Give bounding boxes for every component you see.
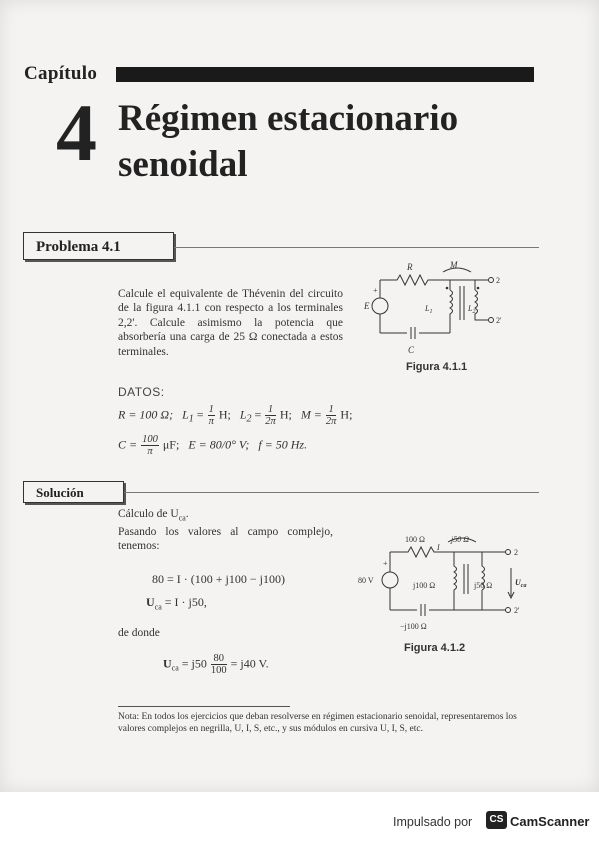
- solution-eq2: $U_{ca} = I \cdot j50$,: [146, 595, 207, 612]
- fig2-plus: +: [383, 559, 388, 568]
- fig1-label-R: R: [407, 262, 413, 272]
- figure-4-1-2-circuit: [350, 528, 530, 638]
- fig1-terminal-2p: 2': [496, 316, 502, 325]
- fig2-label-src: 80 V: [358, 576, 374, 585]
- fig2-label-uca: U: [515, 578, 521, 587]
- camscanner-logo-icon: CS: [486, 811, 507, 829]
- datos-line-1: R = 100 Ω; $L_1$ = $\frac{1}{\pi}$ H; $L_2$ = $\frac{1}{2\pi}$ H; M = $\frac{1}{2\pi}$ H;: [118, 404, 353, 427]
- datos-R: R = 100 Ω;: [118, 407, 174, 422]
- problem-label: Problema 4.1: [36, 239, 121, 255]
- fig2-label-i: I: [437, 543, 440, 552]
- fig2-terminal-2p: 2': [514, 606, 520, 615]
- fig1-label-M: M: [450, 260, 458, 270]
- camscanner-brand: CamScanner: [510, 814, 590, 829]
- solution-rule: [124, 492, 539, 493]
- problem-rule: [174, 247, 539, 248]
- datos-line-2: C = $\frac{100}{\pi}$ μF; E = 80/0° V; f = 50 Hz.: [118, 434, 308, 457]
- problem-label-box: [23, 232, 174, 260]
- problem-statement: Calcule el equivalente de Thévenin del circuito de la figura 4.1.1 con respecto a los terminales 2,2'. Calcule asimismo la potencia que absorbería una carga de 25 Ω conectada a estos terminales.: [118, 288, 343, 358]
- fig1-label-L2-sub: 2: [472, 309, 476, 315]
- footnote-rule: [118, 706, 290, 707]
- powered-by-text: Impulsado por: [393, 815, 473, 829]
- fig2-label-xl1: j100 Ω: [413, 581, 436, 590]
- solution-label-box: [23, 481, 124, 503]
- fig2-label-uca-sub: ca: [520, 583, 527, 589]
- svg-text:Uca: [515, 578, 526, 589]
- fig2-label-xc: −j100 Ω: [400, 622, 427, 631]
- chapter-bar: [116, 67, 534, 82]
- footnote: Nota: En todos los ejercicios que deban resolverse en régimen estacionario senoidal, representaremos los valores complejos en negrilla, U, I, S, etc., y sus módulos en cursiva U, I, S, etc.: [118, 712, 517, 734]
- solution-de-donde: de donde: [118, 627, 160, 639]
- fig1-label-C: C: [408, 345, 415, 355]
- chapter-title-line1: Régimen estacionario: [118, 98, 459, 139]
- fig1-label-L1: L: [425, 304, 430, 313]
- solution-line1: Cálculo de $U_{ca}$.: [118, 508, 189, 523]
- solution-eq1: 80 = I · (100 + j100 − j100): [152, 572, 285, 586]
- solution-intro: Pasando los valores al campo complejo, tenemos:: [118, 526, 333, 553]
- chapter-number: 4: [56, 87, 97, 178]
- fig1-label-E: E: [364, 301, 370, 311]
- svg-text:L1: [424, 304, 432, 315]
- chapter-title-line2: senoidal: [118, 144, 248, 185]
- fig1-terminal-2: 2: [496, 276, 500, 285]
- datos-heading: DATOS:: [118, 385, 165, 399]
- figure-4-1-1-caption: Figura 4.1.1: [406, 361, 468, 373]
- fig2-label-m: j50 Ω: [451, 535, 470, 544]
- fig1-label-L2: L: [468, 304, 473, 313]
- fig2-label-xl2: j50 Ω: [474, 581, 493, 590]
- svg-text:L2: [467, 304, 475, 315]
- fig1-label-L1-sub: 1: [429, 309, 433, 315]
- chapter-label: Capítulo: [24, 63, 98, 84]
- fig2-label-r: 100 Ω: [405, 535, 425, 544]
- solution-label: Solución: [36, 485, 84, 500]
- solution-eq3: $U_{ca} = j50$ $\frac{80}{100}$ = j40 V.: [163, 653, 269, 676]
- fig1-plus: +: [373, 286, 378, 295]
- figure-4-1-1-circuit: [355, 258, 515, 358]
- fig2-terminal-2: 2: [514, 548, 518, 557]
- figure-4-1-2-caption: Figura 4.1.2: [404, 642, 466, 654]
